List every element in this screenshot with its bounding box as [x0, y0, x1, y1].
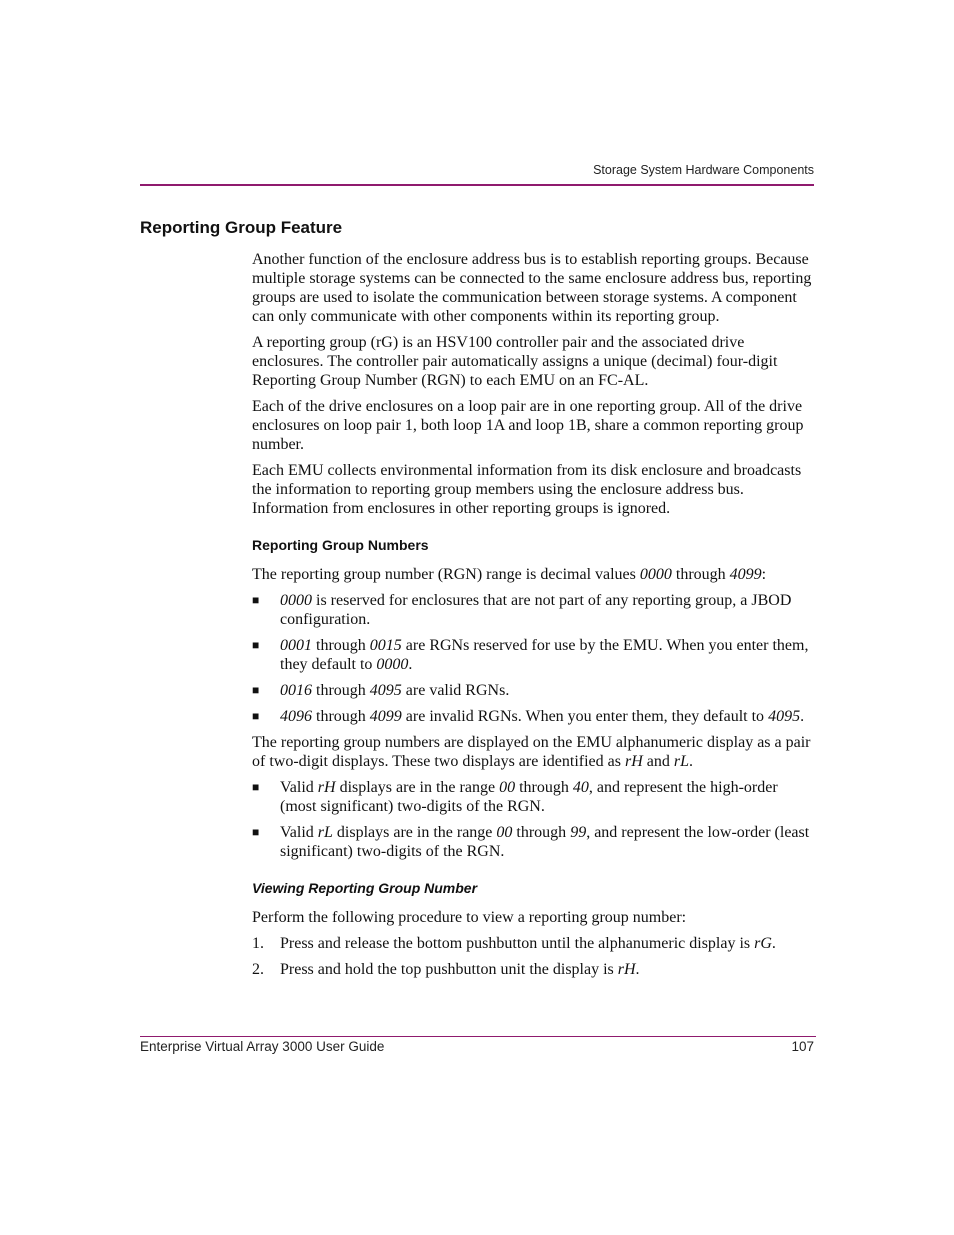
paragraph: The reporting group numbers are displayed on the EMU alphanumeric display as a pair of two-digit displays. These two displays are identified as rH and rL. — [252, 734, 811, 770]
step-number: 1. — [252, 935, 264, 952]
paragraph: Perform the following procedure to view a reporting group number: — [252, 909, 687, 926]
list-item: ■ 0000 is reserved for enclosures that are not part of any reporting group, a JBOD configuration. — [252, 591, 814, 629]
running-header: Storage System Hardware Components — [593, 163, 814, 177]
paragraph: Another function of the enclosure address bus is to establish reporting groups. Because multiple storage systems can be connected to the same enclosure address bus, reporting groups are used to isolate the communication between storage systems. A component can only communicate with other components within its reporting group. — [252, 251, 812, 325]
step-number: 2. — [252, 961, 264, 978]
bullet-icon — [252, 636, 280, 674]
list-item: ■ 4096 through 4099 are invalid RGNs. When you enter them, they default to 4095. — [252, 707, 814, 726]
procedure-title: Viewing Reporting Group Number — [252, 880, 478, 896]
subsection-title: Reporting Group Numbers — [252, 537, 429, 553]
list-item: ■ 0016 through 4095 are valid RGNs. — [252, 681, 814, 700]
paragraph: Each of the drive enclosures on a loop pair are in one reporting group. All of the drive enclosures on loop pair 1, both loop 1A and loop 1B, share a common reporting group number. — [252, 398, 804, 453]
list-item: ■ Valid rH displays are in the range 00 through 40, and represent the high-order (most significant) two-digits of the RGN. — [252, 778, 814, 816]
list-item: ■ 0001 through 0015 are RGNs reserved for use by the EMU. When you enter them, they default to 0000. — [252, 636, 814, 674]
page-number: 107 — [791, 1039, 814, 1054]
bullet-icon — [252, 707, 280, 726]
footer-doc-title: Enterprise Virtual Array 3000 User Guide — [140, 1039, 385, 1054]
bullet-icon — [252, 778, 280, 816]
procedure-step: 1. Press and release the bottom pushbutton until the alphanumeric display is rG. — [252, 935, 776, 952]
paragraph: Each EMU collects environmental information from its disk enclosure and broadcasts the information to reporting group members using the enclosure address bus. Information from enclosures in other reporting groups is ignored. — [252, 462, 802, 517]
paragraph: The reporting group number (RGN) range is decimal values 0000 through 4099: — [252, 566, 767, 583]
bullet-icon — [252, 591, 280, 629]
footer-rule — [140, 1036, 816, 1037]
paragraph: A reporting group (rG) is an HSV100 controller pair and the associated drive enclosures. The controller pair automatically assigns a unique (decimal) four-digit Reporting Group Number (RGN) to each EMU on an FC-AL. — [252, 334, 778, 389]
bullet-icon — [252, 681, 280, 700]
bullet-icon — [252, 823, 280, 861]
section-title: Reporting Group Feature — [140, 218, 343, 237]
list-item: ■ Valid rL displays are in the range 00 through 99, and represent the low-order (least significant) two-digits of the RGN. — [252, 823, 814, 861]
procedure-step: 2. Press and hold the top pushbutton unit the display is rH. — [252, 961, 640, 978]
header-rule — [140, 184, 814, 186]
body-content — [252, 250, 814, 986]
